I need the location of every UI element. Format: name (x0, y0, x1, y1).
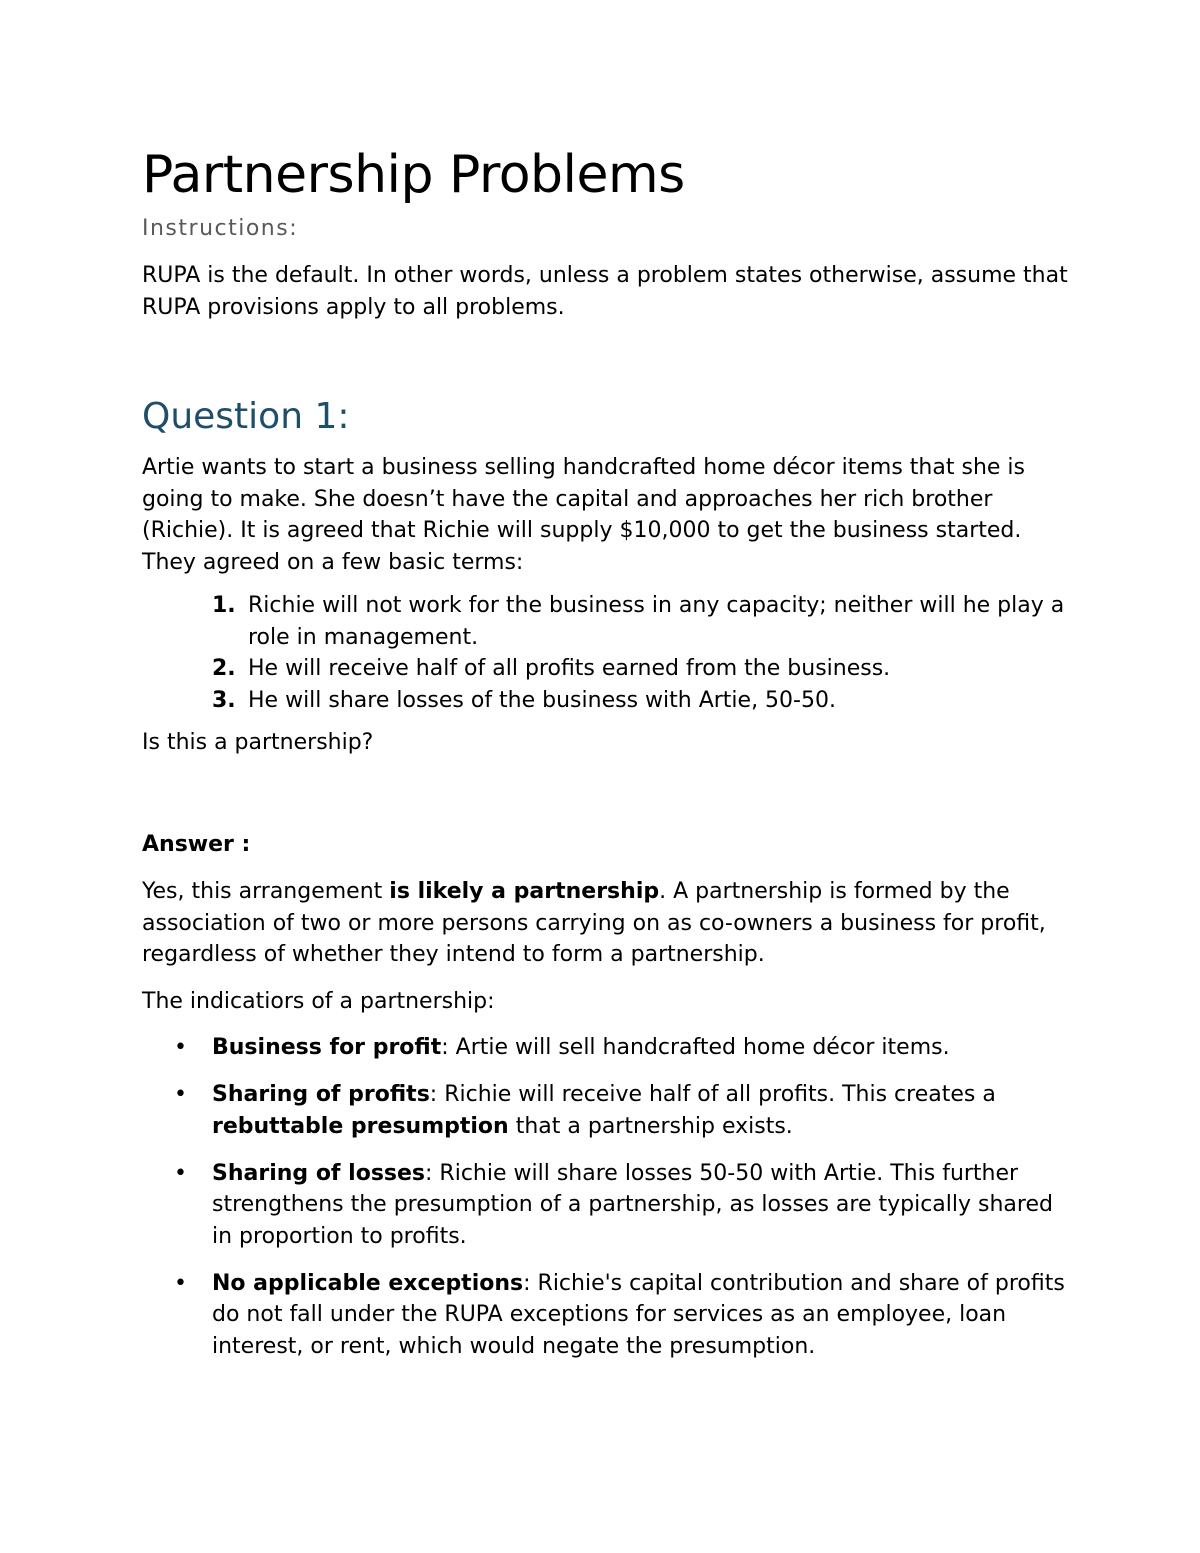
list-item-text: He will share losses of the business with Artie, 50-50. (248, 687, 836, 713)
list-item (142, 1032, 1072, 1064)
indicator-text: : Richie will receive half of all profits. This creates a (429, 1082, 996, 1107)
answer-heading: Answer : (142, 831, 251, 857)
terms-list (142, 590, 1072, 716)
list-item-text: He will receive half of all profits earned from the business. (248, 656, 891, 681)
question-text: Artie wants to start a business selling handcrafted home décor items that she is going to make. She doesn’t have the capital and approaches her rich brother (Richie). It is agreed that Richie will supply $10,000 to get the business started. They agreed on a few basic terms: (142, 455, 1025, 575)
list-item (142, 1268, 1072, 1363)
list-item (142, 685, 1072, 717)
indicator-label: Sharing of losses (212, 1160, 426, 1186)
list-number: 2. (212, 656, 236, 681)
indicator-text: : Richie will share losses 50-50 with Artie. This further strengthens the presumption of a partnership, as losses are typically shared in proportion to profits. (212, 1160, 1053, 1249)
bullet-icon: • (174, 1035, 187, 1060)
bullet-icon: • (174, 1270, 187, 1296)
list-item (142, 653, 1072, 685)
page-subtitle: Instructions: (142, 216, 299, 241)
bullet-icon: • (174, 1160, 187, 1186)
indicator-text: : Artie will sell handcrafted home décor items. (441, 1035, 950, 1060)
list-item (142, 1158, 1072, 1253)
indicators-intro: The indicatiors of a partnership: (142, 988, 495, 1014)
list-item (142, 1079, 1072, 1142)
indicator-label: Business for profit (212, 1035, 442, 1060)
list-number: 3. (212, 687, 236, 713)
list-number: 1. (212, 593, 236, 618)
answer-text-post: . A partnership is formed by the association of two or more persons carrying on as co-owners a business for profit, regardless of whether they intend to form a partnership. (142, 879, 1046, 967)
answer-text-pre: Yes, this arrangement (142, 879, 390, 904)
indicator-label: Sharing of profits (212, 1082, 430, 1107)
bullet-icon: • (174, 1082, 187, 1107)
answer-paragraph (142, 876, 1072, 971)
intro-paragraph: RUPA is the default. In other words, unless a problem states otherwise, assume that RUPA provisions apply to all problems. (142, 263, 1068, 320)
indicator-text: : Richie's capital contribution and share of profits do not fall under the RUPA exceptions for services as an employee, loan interest, or rent, which would negate the presumption. (212, 1270, 1065, 1359)
list-item-text: Richie will not work for the business in any capacity; neither will he play a role in management. (248, 593, 1065, 650)
indicator-bold-text: rebuttable presumption (212, 1113, 509, 1139)
indicators-list (142, 1032, 1072, 1362)
document-page (142, 140, 1072, 1378)
list-item (142, 590, 1072, 653)
question-ask: Is this a partnership? (142, 730, 374, 755)
indicator-label: No applicable exceptions (212, 1270, 524, 1296)
answer-text-bold: is likely a partnership (389, 879, 660, 904)
page-title: Partnership Problems (142, 145, 685, 205)
indicator-text-tail: that a partnership exists. (508, 1113, 793, 1139)
question-heading: Question 1: (142, 396, 350, 437)
